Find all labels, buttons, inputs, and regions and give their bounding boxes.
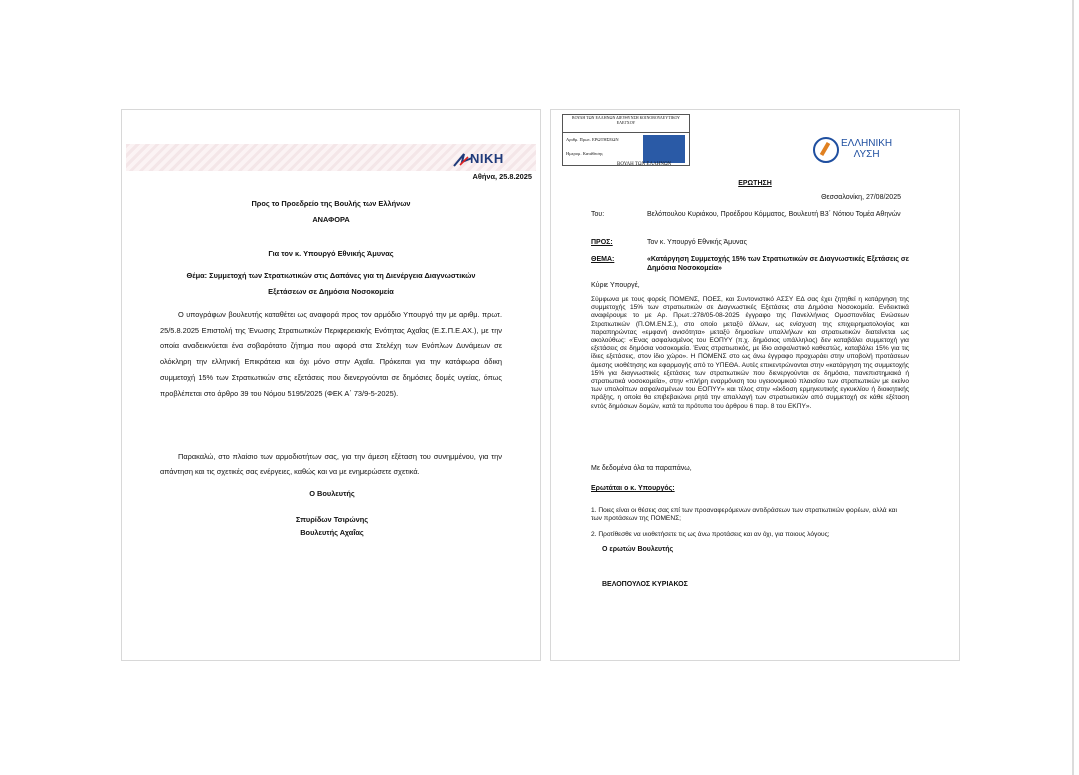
signature-name: Σπυρίδων Τσιρώνης	[295, 515, 369, 524]
stamp-mark-icon	[643, 135, 685, 163]
subject-line-2: Εξετάσεων σε Δημόσια Νοσοκομεία	[268, 287, 394, 296]
pros-value: Τον κ. Υπουργό Εθνικής Άμυνας	[647, 239, 747, 246]
party-logo-text: ΕΛΛΗΝΙΚΗ ΛΥΣΗ	[841, 138, 893, 160]
stamp-footer: ΒΟΥΛΗ ΤΩΝ ΕΛΛΗΝΩΝ	[617, 162, 672, 167]
body-paragraph-1: Ο υπογράφων βουλευτής καταθέτει ως αναφορά προς τον αρμόδιο Υπουργό την με αριθμ. πρωτ. 25/5.8.2025 Επιστολή της Ένωσης Στρατιωτικών Περιφερειακής Ενότητας Αχαΐας (Ε.Σ.Π.Ε.ΑΧ.), με την οποία αναδεικνύεται ένα σοβαρότατο ζήτημα που αφορά στα Στελέχη των Ενόπλων Δυνάμεων σε ολόκληρη την ελληνική Επικράτεια και όχι μόνο στην Αχαΐα. Πρόκειται για την κατάφωρα άδικη συμμετοχή 15% των Στρατιωτικών στις εξετάσεις που διενεργούνται σε δημόσιες δομές υγείας, όπως προβλέπεται στο άρθρο 39 του Νόμου 5195/2025 (ΦΕΚ Α΄ 73/9-5-2025).	[160, 310, 502, 398]
stamp-protocol-label: Αριθμ. Πρωτ. ΕΡΩΤΗΣΕΩΝ	[566, 137, 619, 142]
question-signature-name: ΒΕΛΟΠΟΥΛΟΣ ΚΥΡΙΑΚΟΣ	[602, 581, 688, 588]
question-date: Θεσσαλονίκη, 27/08/2025	[821, 194, 901, 201]
greeting: Κύριε Υπουργέ,	[591, 282, 640, 289]
stamp-date-label: Ημερομ. Κατάθεσης	[566, 151, 603, 156]
signature-title: Ο Βουλευτής	[309, 489, 355, 498]
stamp-header: ΒΟΥΛΗ ΤΩΝ ΕΛΛΗΝΩΝ ΔΙΕΥΘΥΝΣΗ ΚΟΙΝΟΒΟΥΛΕΥΤΙΚΟΥ ΕΛΕΓΧΟΥ	[563, 115, 689, 133]
viewer-edge-line	[1072, 0, 1074, 775]
pros-label: ΠΡΟΣ:	[591, 239, 613, 246]
doc-type: ΑΝΑΦΟΡΑ	[312, 215, 350, 224]
letter-date: Αθήνα, 25.8.2025	[472, 172, 532, 181]
left-document-page	[122, 110, 540, 660]
right-document-page	[551, 110, 959, 660]
question-transition: Με δεδομένα όλα τα παραπάνω,	[591, 465, 692, 472]
signature-role: Βουλευτής Αχαΐας	[300, 528, 364, 537]
question-body: Σύμφωνα με τους φορείς ΠΟΜΕΝΣ, ΠΟΕΣ, και Συντονιστικό ΑΣΣΥ ΕΔ σας έχει ζητηθεί η κατάργηση της συμμετοχής 15% των στρατιωτικών σε Διαγνωστικές Εξετάσεις στα Δημόσια Νοσοκομεία. Ενδεικτικά αναφέρουμε το με Αρ. Πρωτ.:278/05-08-2025 έγγραφο της Πανελλήνιας Ομοσπονδίας Ενώσεων Στρατιωτικών (Π.ΟΜ.ΕΝ.Σ.), στο οποίο μεταξύ άλλων, ως ενίσχυση της επιχειρηματολογίας και παραπηρώντας «εμφανή ανισότητα» μεταξύ δημοσίων υπαλλήλων και στρατιωτικών διατείνεται ως ακολούθως: «Ένας ασφαλισμένος του ΕΟΠΥΥ (π.χ. δημόσιος υπάλληλος) δεν καταβάλει συμμετοχή για εξετάσεις σε δημόσια νοσοκομεία. Ένας στρατιωτικός, με ίδιο ασφαλιστικό καθεστώς, καταβάλει 15% για τις ίδιες εξετάσεις, στον ίδιο χώρο». Η ΠΟΜΕΝΣ στο ως άνω έγγραφο προχωράει στην υποβολή προτάσεων άμεσης υιοθέτησης και εφαρμογής από το ΥΠΕΘΑ. Αυτές επικεντρώνονται στην «κατάργηση της συμμετοχής 15% για διαγνωστικές εξετάσεις των στρατιωτικών που διενεργούνται σε δημόσια, πανεπιστημιακά ή στρατιωτικά νοσοκομεία», στην «πλήρη εναρμόνιση του υγειονομικού πλαισίου των στρατιωτικών με εκείνο των υπολοίπων ασφαλισμένων του ΕΟΠΥΥ» και τέλος στην «έκδοση ερμηνευτικής εγκυκλίου ή διοικητικής πράξης, η οποία θα επιβεβαιώνει ρητά την απαλλαγή των στρατιωτικών από συμμετοχή σε κάθε εξέταση εντός δημόσιων δομών, κατά τα πρότυπα του άρθρου 6 παρ. 8 του ΕΚΠΥ».	[591, 296, 909, 410]
question-2: 2. Προτίθεσθε να υιοθετήσετε τις ως άνω προτάσεις και αν όχι, για ποιους λόγους;	[591, 531, 830, 538]
question-1: 1. Ποιες είναι οι θέσεις σας επί των προαναφερόμενων αντιδράσεων των στρατιωτικών φορέων, αλλά και των προτάσεων της ΠΟΜΕΝΣ;	[591, 507, 897, 523]
niki-logo-text: ΝΙΚΗ	[470, 151, 504, 166]
question-signature-title: Ο ερωτών Βουλευτής	[602, 546, 674, 553]
thema-value: «Κατάργηση Συμμετοχής 15% των Στρατιωτικών σε Διαγνωστικές Εξετάσεις σε Δημόσια Νοσοκομεία»	[647, 256, 909, 272]
to-value: Βελόπουλου Κυριάκου, Προέδρου Κόμματος, Βουλευτή Β3΄ Νότιου Τομέα Αθηνών	[647, 211, 901, 218]
minister-line: Για τον κ. Υπουργό Εθνικής Άμυνας	[268, 249, 394, 258]
parliament-stamp	[562, 114, 690, 166]
body-paragraph-2: Παρακαλώ, στο πλαίσιο των αρμοδιοτήτων σας, για την άμεση εξέταση του συνημμένου, για την απάντηση και τις σχετικές σας ενέργειες, καθώς και να με ενημερώσετε σχετικά.	[160, 452, 502, 477]
subject-line-1: Θέμα: Συμμετοχή των Στρατιωτικών στις Δαπάνες για τη Διενέργεια Διαγνωστικών	[186, 271, 476, 280]
elliniki-lysi-logo-icon	[813, 137, 839, 163]
to-label: Του:	[591, 211, 605, 218]
addressee: Προς το Προεδρείο της Βουλής των Ελλήνων	[251, 199, 411, 208]
question-doc-type: ΕΡΩΤΗΣΗ	[738, 180, 772, 187]
thema-label: ΘΕΜΑ:	[591, 256, 615, 263]
erotatai-heading: Ερωτάται ο κ. Υπουργός:	[591, 485, 675, 492]
